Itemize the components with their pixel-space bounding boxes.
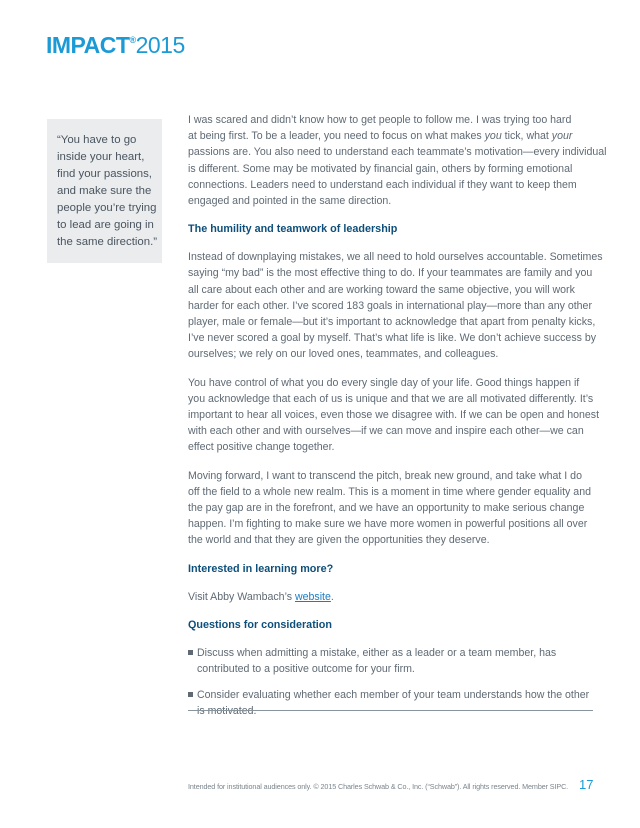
text-line: all care about each other and are working toward the same objective, you will work: [188, 283, 575, 296]
text-line: Moving forward, I want to transcend the pitch, break new ground, and take what I do: [188, 469, 582, 482]
logo-year: 2015: [135, 32, 185, 58]
pull-quote-line: people you’re trying: [57, 202, 157, 214]
article-body: [188, 112, 607, 730]
text-line: [188, 128, 598, 144]
pull-quote-line: “You have to go: [57, 134, 137, 146]
text-line: happen. I’m fighting to make sure we have more women in powerful positions all over: [188, 518, 588, 531]
text-line: the world and that they are given the opportunities they deserve.: [188, 534, 490, 547]
text-line: ourselves; we rely on our loved ones, teammates, and colleagues.: [188, 348, 499, 361]
heading-learn-more: Interested in learning more?: [188, 562, 334, 575]
text-line: is different. Some may be motivated by financial gain, others by forming emotional: [188, 162, 573, 175]
visit-prefix: Visit Abby Wambach’s: [188, 590, 295, 603]
square-bullet-icon: [188, 650, 193, 655]
control-paragraph: [188, 375, 598, 456]
text-line: contributed to a positive outcome for your firm.: [197, 663, 415, 676]
list-item: [188, 645, 598, 677]
moving-forward-paragraph: [188, 468, 598, 549]
text-line: player, male or female—but it’s important to acknowledge that apart from penalty kicks,: [188, 316, 596, 329]
heading-humility-teamwork: The humility and teamwork of leadership: [188, 223, 398, 236]
emphasis-your: your: [551, 130, 573, 143]
text-line: with each other and with ourselves—if we can move and inspire each other—we can: [188, 425, 584, 438]
text-line: Consider evaluating whether each member of your team understands how the other: [197, 689, 590, 702]
text-line: off the field to a whole new realm. This is a moment in time where gender equality and: [188, 485, 591, 498]
impact-2015-logo: [46, 34, 185, 57]
text-line: effect positive change together.: [188, 441, 335, 454]
intro-paragraph: [188, 112, 607, 209]
text-line: saying “my bad” is the most effective thing to do. If your teammates are family and you: [188, 267, 593, 280]
heading-questions: Questions for consideration: [188, 618, 332, 631]
text-line: Instead of downplaying mistakes, we all need to hold ourselves accountable. Sometimes: [188, 251, 603, 264]
pull-quote-line: to lead are going in: [57, 219, 154, 231]
text-line: Discuss when admitting a mistake, either as a leader or a team member, has: [197, 646, 557, 659]
text-line: I was scared and didn’t know how to get people to follow me. I was trying too hard: [188, 114, 572, 126]
pull-quote-line: find your passions,: [57, 168, 152, 180]
pull-quote-line: the same direction.”: [57, 236, 158, 248]
page-number: 17: [579, 777, 594, 792]
text-line: you acknowledge that each of us is unique and that we are all motivated differently. It’s: [188, 392, 594, 405]
square-bullet-icon: [188, 692, 193, 697]
logo-registered-mark: ®: [129, 35, 136, 45]
visit-suffix: .: [330, 590, 334, 603]
pull-quote: [47, 119, 162, 263]
questions-list: [188, 645, 598, 720]
text-run: tick, what: [501, 130, 552, 143]
text-line: connections. Leaders need to understand each individual if they want to keep them: [188, 178, 577, 191]
text-run: at being first. To be a leader, you need to focus on what makes: [188, 130, 485, 143]
footer-disclaimer: Intended for institutional audiences only. © 2015 Charles Schwab & Co., Inc. (“Schwab”). All rights reserved. Member SIPC.: [188, 782, 569, 791]
humility-paragraph: [188, 249, 603, 362]
text-line: important to hear all voices, even those we disagree with. If we can be open and honest: [188, 409, 600, 422]
footer-divider: [188, 710, 593, 711]
logo-brand: IMPACT: [46, 32, 130, 58]
emphasis-you: you: [484, 130, 502, 143]
text-line: engaged and pointed in the same direction.: [188, 195, 392, 208]
text-line: I’ve never scored a goal by myself. That’s what life is like. We don’t achieve success by: [188, 332, 597, 345]
pull-quote-line: inside your heart,: [57, 151, 145, 163]
text-line: You have control of what you do every single day of your life. Good things happen if: [188, 376, 580, 389]
visit-paragraph: [188, 589, 598, 605]
text-line: is motivated.: [197, 705, 257, 718]
text-line: harder for each other. I’ve scored 183 goals in international play—more than any other: [188, 299, 592, 312]
text-line: the pay gap are in the forefront, and we have an opportunity to make serious change: [188, 502, 585, 515]
list-item: [188, 687, 598, 719]
pull-quote-line: and make sure the: [57, 185, 152, 197]
website-link[interactable]: website: [294, 590, 331, 603]
text-line: passions are. You also need to understand each teammate’s motivation—every individual: [188, 146, 607, 159]
